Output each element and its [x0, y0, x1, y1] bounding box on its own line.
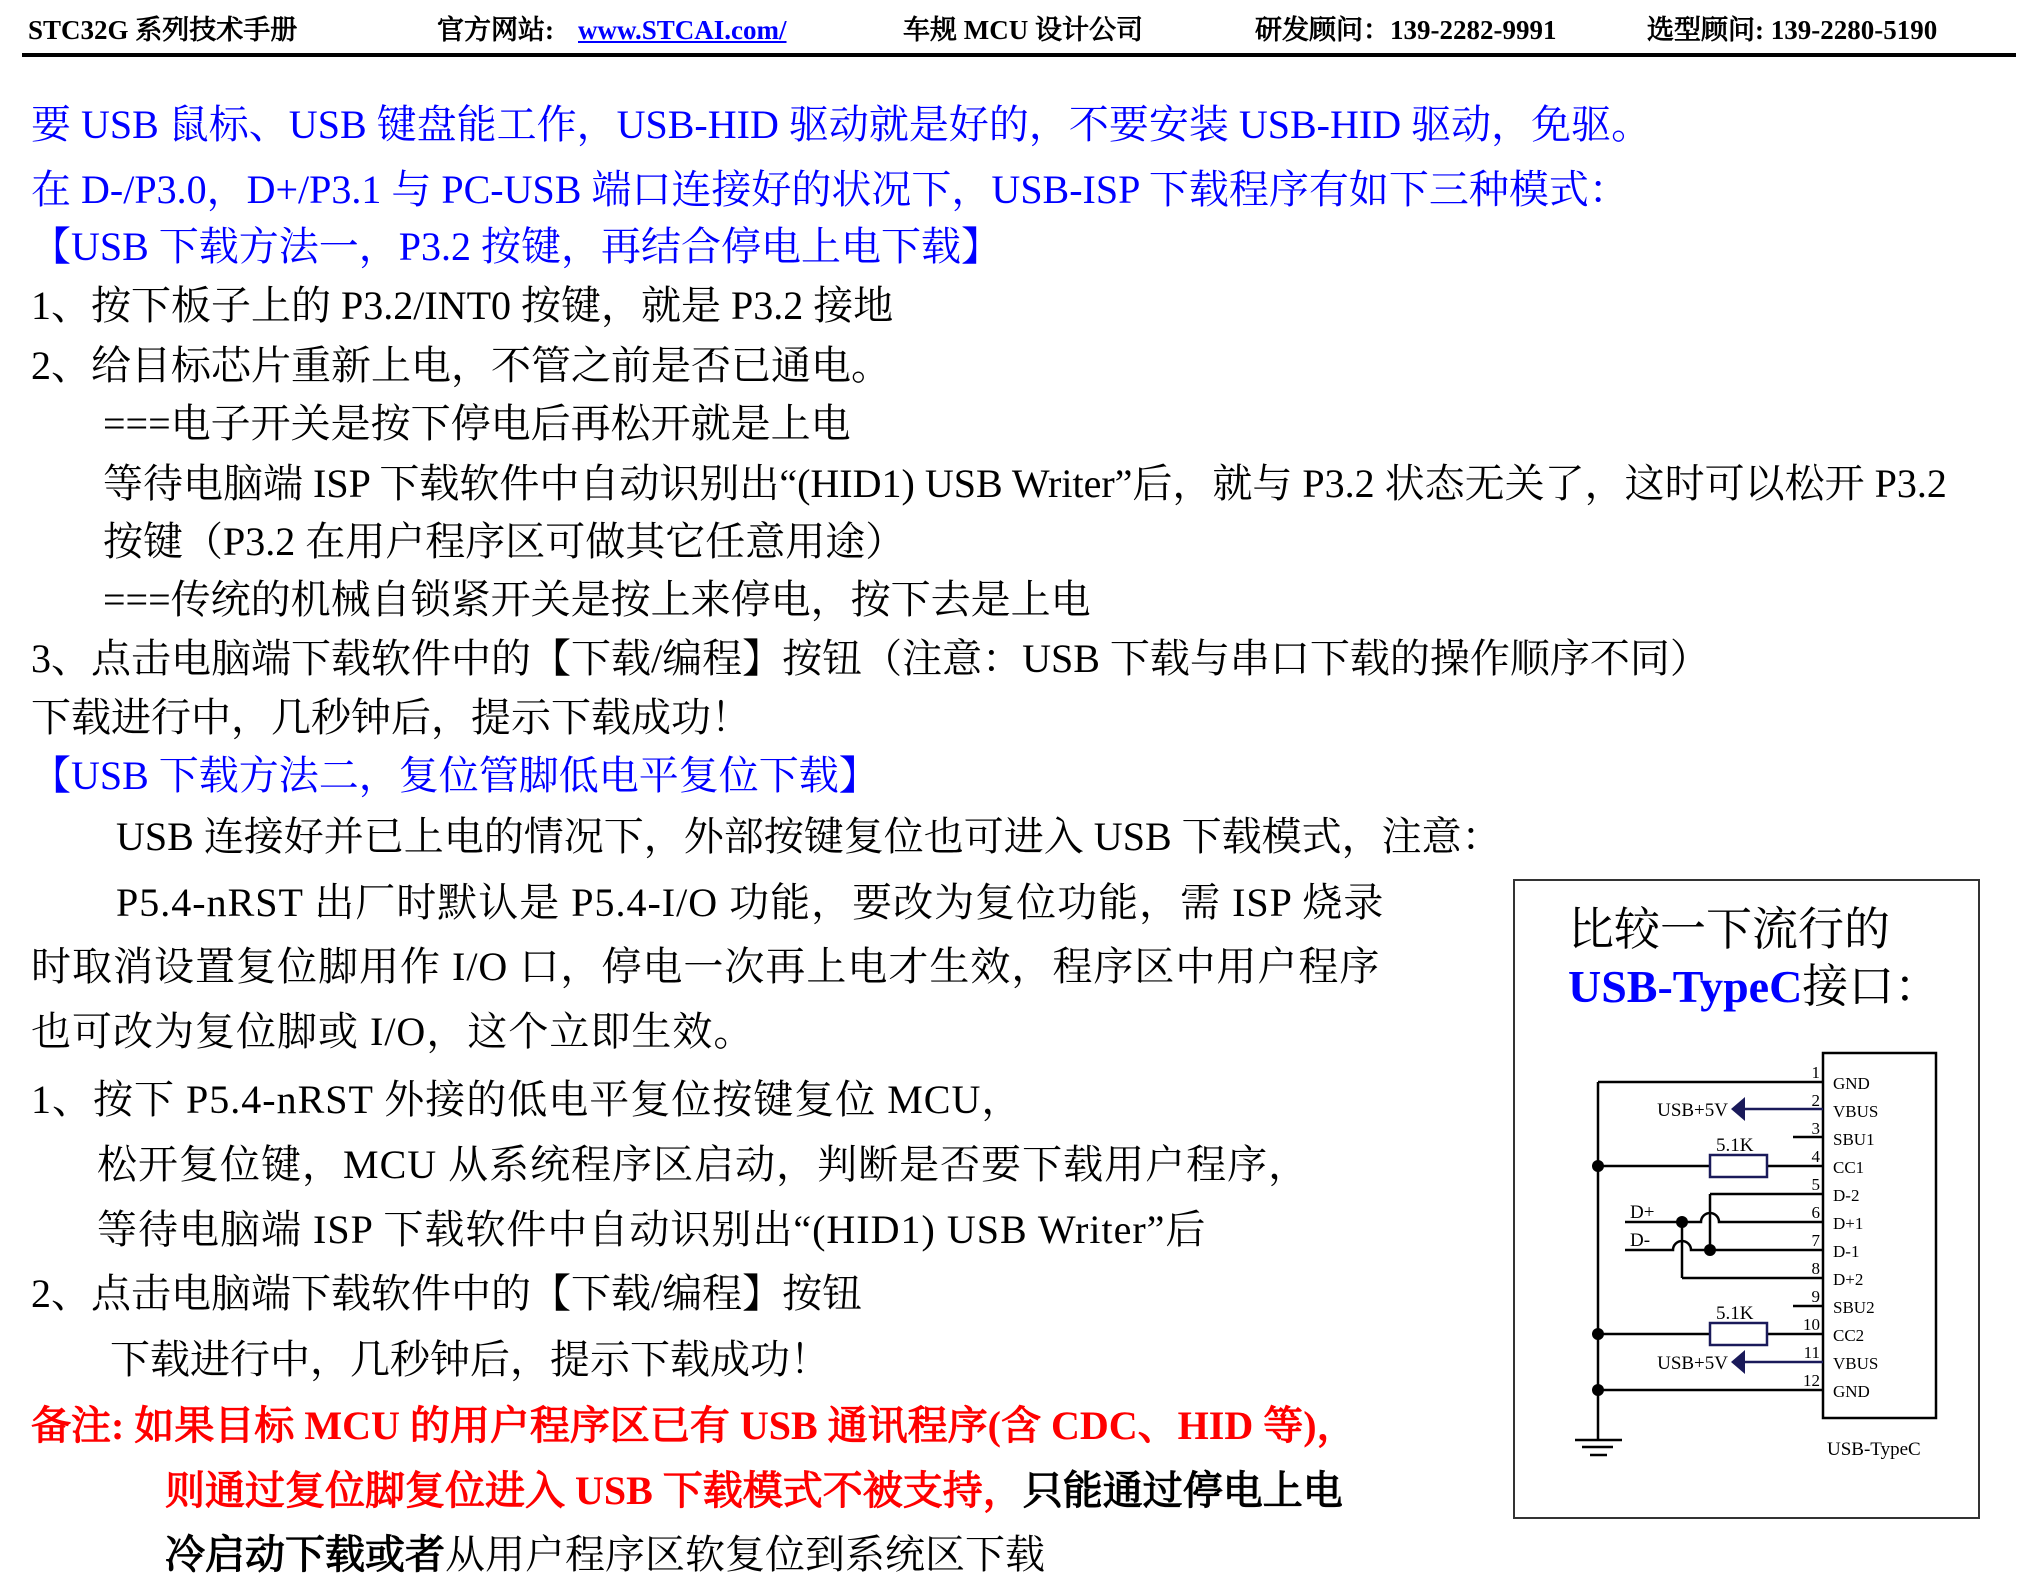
pin-name: CC1 [1833, 1158, 1865, 1177]
pin-number: 2 [1811, 1091, 1820, 1110]
dminus-label: D- [1630, 1230, 1651, 1251]
power-label-top: USB+5V [1657, 1100, 1728, 1121]
method1-title: 【USB 下载方法一，P3.2 按键，再结合停电上电下载】 [31, 224, 1002, 269]
rd-advisor-phone: 研发顾问：139-2282-9991 [1255, 15, 1557, 45]
website-link[interactable]: www.STCAI.com/ [578, 15, 787, 45]
website-label: 官方网站: [437, 15, 554, 45]
remark-line3-bold: 冷启动下载或者 [165, 1532, 445, 1577]
method2-title: 【USB 下载方法二，复位管脚低电平复位下载】 [31, 753, 879, 798]
method1-note1: ===电子开关是按下停电后再松开就是上电 [103, 401, 851, 446]
method2-para-line2: 时取消设置复位脚用作 I/O 口，停电一次再上电才生效，程序区中用户程序 [31, 944, 1381, 989]
remark-line3-normal: 从用户程序区软复位到系统区下载 [445, 1532, 1045, 1577]
selection-advisor-phone: 选型顾问: 139-2280-5190 [1647, 15, 1938, 45]
pin-name: GND [1833, 1382, 1870, 1401]
pin-number: 11 [1803, 1343, 1820, 1362]
connector-name: USB-TypeC [1827, 1439, 1921, 1460]
manual-title: STC32G 系列技术手册 [28, 15, 298, 45]
power-arrow-icon [1731, 1097, 1745, 1121]
remark-line2-black: 只能通过停电上电 [1022, 1468, 1343, 1513]
pin-number: 9 [1811, 1287, 1820, 1306]
pin-number: 12 [1803, 1371, 1820, 1390]
pin-name: D+1 [1833, 1214, 1864, 1233]
method1-note4: ===传统的机械自锁紧开关是按上来停电，按下去是上电 [103, 577, 1091, 622]
method1-note3: 按键（P3.2 在用户程序区可做其它任意用途） [103, 519, 906, 564]
pin-number: 6 [1811, 1203, 1820, 1222]
pin-name: VBUS [1833, 1102, 1879, 1121]
modes-intro: 在 D-/P3.0，D+/P3.1 与 PC-USB 端口连接好的状况下，USB-ISP 下载程序有如下三种模式： [31, 167, 1629, 212]
pin-name: GND [1833, 1074, 1870, 1093]
method1-step1: 1、按下板子上的 P3.2/INT0 按键，就是 P3.2 接地 [31, 283, 894, 328]
pin-number: 5 [1811, 1175, 1820, 1194]
pin-name: VBUS [1833, 1354, 1879, 1373]
pin-name: SBU1 [1833, 1130, 1875, 1149]
pin-number: 4 [1811, 1147, 1820, 1166]
company-tagline: 车规 MCU 设计公司 [903, 15, 1143, 45]
method1-result: 下载进行中，几秒钟后，提示下载成功！ [31, 695, 751, 740]
method2-result: 下载进行中，几秒钟后，提示下载成功！ [110, 1337, 830, 1382]
driver-note: 要 USB 鼠标、USB 键盘能工作，USB-HID 驱动就是好的，不要安装 USB-HID 驱动，免驱。 [31, 102, 1652, 147]
method2-step1b: 松开复位键，MCU 从系统程序区启动，判断是否要下载用户程序， [97, 1142, 1310, 1187]
pin-name: D-1 [1833, 1242, 1860, 1261]
method2-intro: USB 连接好并已上电的情况下，外部按键复位也可进入 USB 下载模式，注意： [116, 814, 1502, 859]
remark-line2-red: 则通过复位脚复位进入 USB 下载模式不被支持， [165, 1468, 1023, 1513]
pin-name: D-2 [1833, 1186, 1860, 1205]
power-label-bottom: USB+5V [1657, 1353, 1728, 1374]
method2-step1: 1、按下 P5.4-nRST 外接的低电平复位按键复位 MCU， [31, 1077, 1023, 1122]
pin-number: 8 [1811, 1259, 1820, 1278]
pin-name: D+2 [1833, 1270, 1864, 1289]
pin-name: CC2 [1833, 1326, 1865, 1345]
method1-note2: 等待电脑端 ISP 下载软件中自动识别出“(HID1) USB Writer”后，就与 P3.2 状态无关了，这时可以松开 P3.2 [103, 461, 1947, 506]
power-arrow-icon [1731, 1350, 1745, 1374]
resistor-label-bottom: 5.1K [1716, 1303, 1754, 1324]
remark-line1: 备注: 如果目标 MCU 的用户程序区已有 USB 通讯程序(含 CDC、HID 等)， [31, 1403, 1357, 1448]
resistor-label-top: 5.1K [1716, 1135, 1754, 1156]
method1-step3: 3、点击电脑端下载软件中的【下载/编程】按钮（注意：USB 下载与串口下载的操作顺序不同） [31, 636, 1710, 681]
dplus-label: D+ [1630, 1202, 1655, 1223]
pin-number: 3 [1811, 1119, 1820, 1138]
typec-box-title-black: 接口： [1802, 961, 1941, 1012]
pin-number: 1 [1811, 1063, 1820, 1082]
pin-number: 10 [1803, 1315, 1820, 1334]
method2-step2: 2、点击电脑端下载软件中的【下载/编程】按钮 [31, 1271, 863, 1316]
method1-step2: 2、给目标芯片重新上电，不管之前是否已通电。 [31, 343, 891, 388]
method2-step1c: 等待电脑端 ISP 下载软件中自动识别出“(HID1) USB Writer”后 [97, 1207, 1207, 1252]
typec-box-title-blue: USB-TypeC [1568, 961, 1803, 1012]
method2-para-line3: 也可改为复位脚或 I/O，这个立即生效。 [31, 1009, 755, 1054]
typec-box-title-line1: 比较一下流行的 [1568, 904, 1890, 955]
method2-para-line1: P5.4-nRST 出厂时默认是 P5.4-I/O 功能，要改为复位功能，需 ISP 烧录 [116, 880, 1385, 925]
pin-number: 7 [1811, 1231, 1820, 1250]
pin-name: SBU2 [1833, 1298, 1875, 1317]
